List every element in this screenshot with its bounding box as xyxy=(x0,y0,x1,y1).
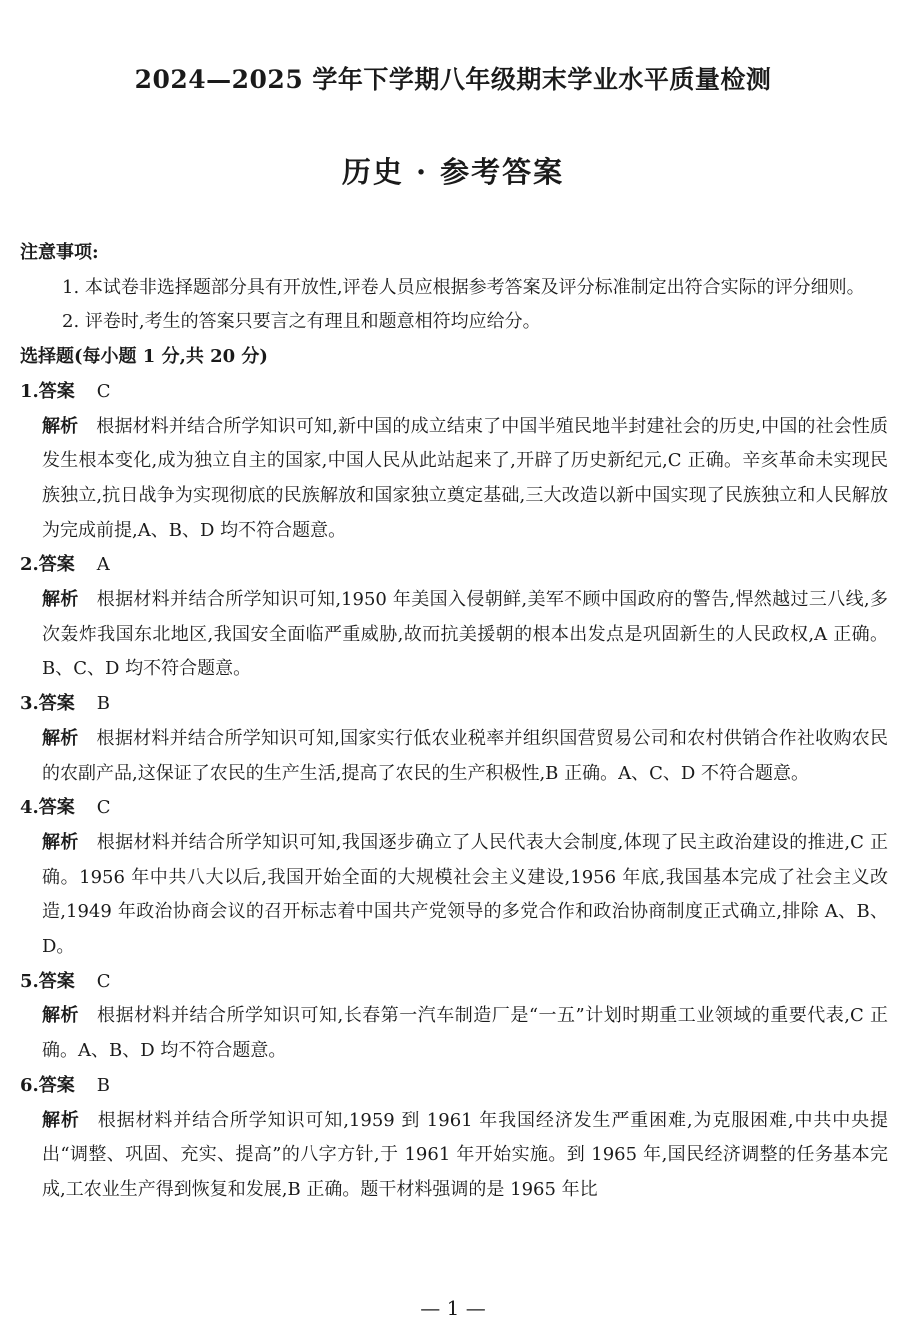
question-number: 2. xyxy=(20,554,39,576)
answer-label: 答案 xyxy=(38,970,75,992)
question-2 xyxy=(20,548,888,687)
answer-line xyxy=(20,687,888,722)
question-number: 4. xyxy=(20,797,39,819)
question-6 xyxy=(20,1069,888,1208)
analysis-label: 解析 xyxy=(42,727,79,749)
analysis-paragraph xyxy=(20,410,888,549)
analysis-label: 解析 xyxy=(42,1109,80,1131)
answer-value: B xyxy=(96,1074,111,1096)
answer-line xyxy=(20,791,888,826)
exam-title: 2024—2025 学年下学期八年级期末学业水平质量检测 xyxy=(134,65,772,94)
analysis-text: 根据材料并结合所学知识可知,我国逐步确立了人民代表大会制度,体现了民主政治建设的推进,C 正确。1956 年中共八大以后,我国开始全面的大规模社会主义建设,1956 年底,我国基本完成了社会主义改造,1949 年政治协商会议的召开标志着中国共产党领导的多党合作和政治协商制度正式确立,排除 A、B、D。 xyxy=(42,831,889,958)
analysis-paragraph xyxy=(20,826,888,965)
analysis-label: 解析 xyxy=(42,1005,80,1027)
notice-item: 1. 本试卷非选择题部分具有开放性,评卷人员应根据参考答案及评分标准制定出符合实际的评分细则。 xyxy=(62,276,865,298)
answer-label: 答案 xyxy=(38,554,75,576)
answer-line xyxy=(20,965,888,1000)
answer-value: B xyxy=(96,693,111,715)
answer-line xyxy=(20,548,888,583)
question-number: 3. xyxy=(20,693,39,715)
page-number: — 1 — xyxy=(420,1296,486,1320)
analysis-label: 解析 xyxy=(42,415,79,437)
notice-heading: 注意事项: xyxy=(20,242,99,263)
analysis-label: 解析 xyxy=(42,589,79,611)
question-number: 6. xyxy=(20,1074,39,1096)
answer-value: C xyxy=(96,380,111,402)
analysis-paragraph xyxy=(20,722,888,791)
question-4 xyxy=(20,791,888,965)
answer-content xyxy=(20,236,888,1208)
analysis-label: 解析 xyxy=(42,831,79,853)
question-3 xyxy=(20,687,888,791)
answer-line xyxy=(20,1069,888,1104)
analysis-paragraph xyxy=(20,1104,888,1208)
question-1 xyxy=(20,375,888,549)
question-number: 5. xyxy=(20,970,39,992)
analysis-text: 根据材料并结合所学知识可知,1959 到 1961 年我国经济发生严重困难,为克服困难,中共中央提出“调整、巩固、充实、提高”的八字方针,于 1961 年开始实施。到 1965 年,国民经济调整的任务基本完成,工农业生产得到恢复和发展,B 正确。题干材料强调的是 1965 年比 xyxy=(42,1109,888,1200)
analysis-text: 根据材料并结合所学知识可知,1950 年美国入侵朝鲜,美军不顾中国政府的警告,悍然越过三八线,多次轰炸我国东北地区,我国安全面临严重威胁,故而抗美援朝的根本出发点是巩固新生的人民政权,A 正确。B、C、D 均不符合题意。 xyxy=(42,589,889,680)
question-5 xyxy=(20,965,888,1069)
answer-line xyxy=(20,375,888,410)
answer-value: A xyxy=(96,554,110,576)
answer-value: C xyxy=(96,797,111,819)
answer-label: 答案 xyxy=(38,693,75,715)
question-number: 1. xyxy=(20,380,39,402)
answer-label: 答案 xyxy=(38,797,75,819)
section-heading: 选择题(每小题 1 分,共 20 分) xyxy=(20,346,268,368)
answer-label: 答案 xyxy=(38,1074,75,1096)
analysis-text: 根据材料并结合所学知识可知,国家实行低农业税率并组织国营贸易公司和农村供销合作社收购农民的农副产品,这保证了农民的生产生活,提高了农民的生产积极性,B 正确。A、C、D 不符合题意。 xyxy=(42,727,888,784)
answer-value: C xyxy=(96,970,111,992)
analysis-text: 根据材料并结合所学知识可知,长春第一汽车制造厂是“一五”计划时期重工业领域的重要代表,C 正确。A、B、D 均不符合题意。 xyxy=(42,1005,889,1062)
analysis-text: 根据材料并结合所学知识可知,新中国的成立结束了中国半殖民地半封建社会的历史,中国的社会性质发生根本变化,成为独立自主的国家,中国人民从此站起来了,开辟了历史新纪元,C 正确。辛亥革命未实现民族独立,抗日战争为实现彻底的民族解放和国家独立奠定基础,三大改造以新中国实现了民族独立和人民解放为完成前提,A、B、D 均不符合题意。 xyxy=(42,415,888,541)
analysis-paragraph xyxy=(20,583,888,687)
analysis-paragraph xyxy=(20,999,888,1068)
document-title: 历史 · 参考答案 xyxy=(341,155,565,189)
notice-item: 2. 评卷时,考生的答案只要言之有理且和题意相符均应给分。 xyxy=(62,311,541,333)
answer-label: 答案 xyxy=(38,380,75,402)
